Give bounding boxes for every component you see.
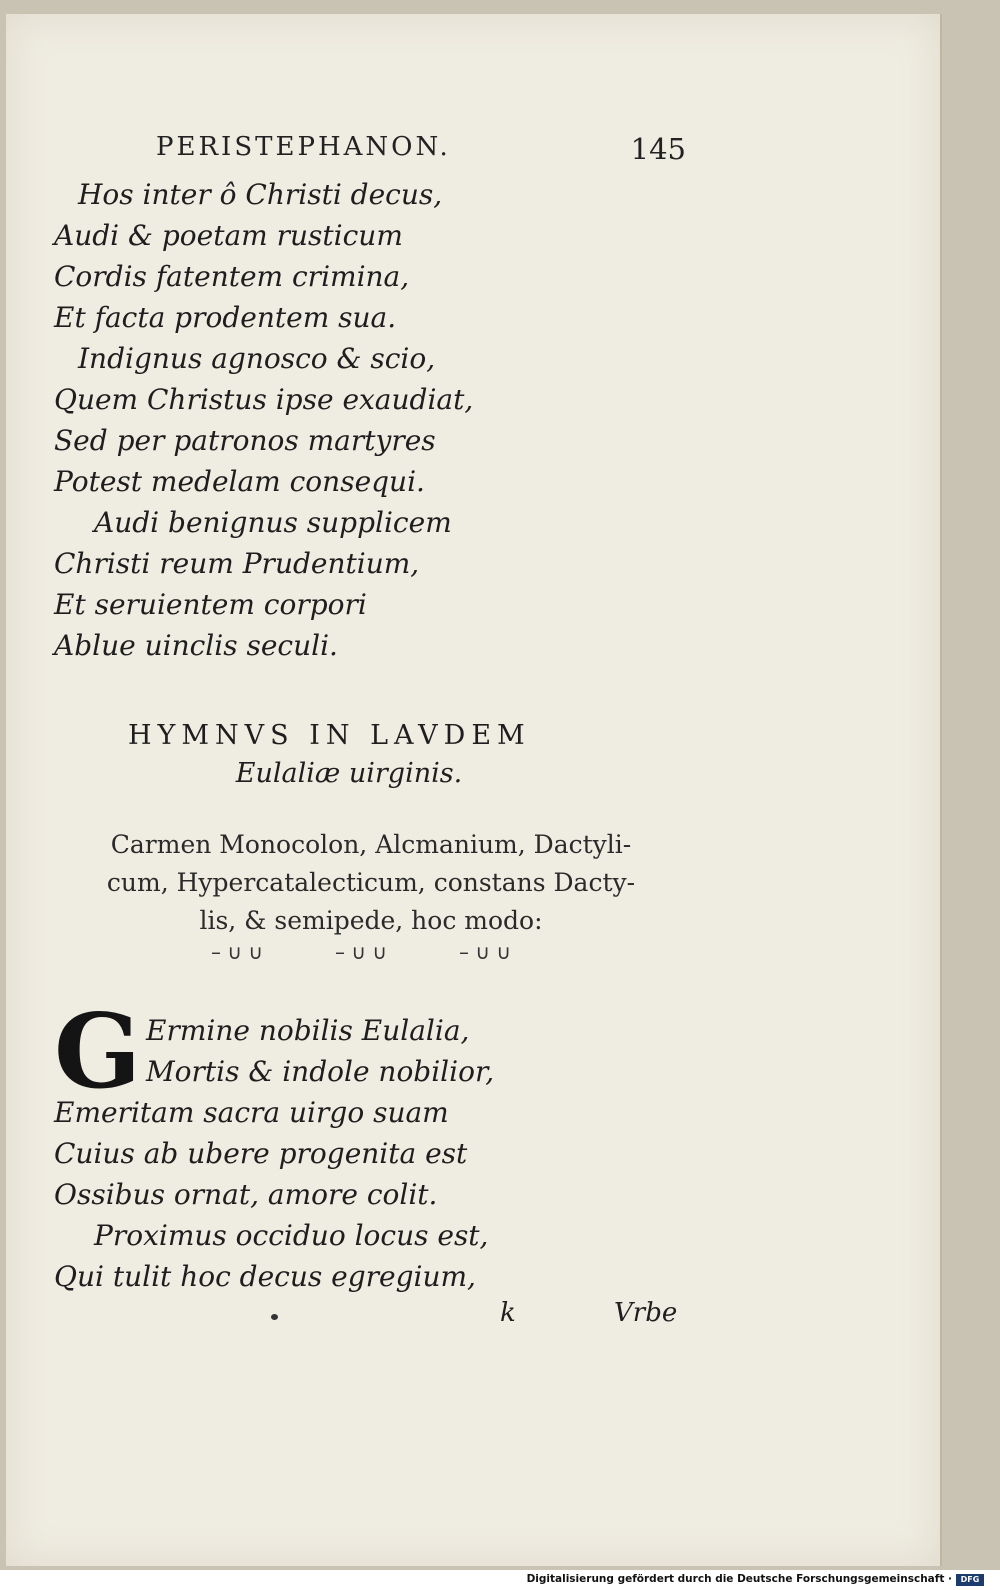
verse-line: Ossibus ornat, amore colit. (54, 1178, 438, 1211)
hymn-title: HYMNVS IN LAVDEM (128, 720, 531, 751)
verse-line: Proximus occiduo locus est, (94, 1219, 489, 1252)
meter-line: Carmen Monocolon, Alcmanium, Dactyli- (110, 830, 632, 859)
metrical-scheme (211, 940, 511, 964)
verse-line: Ablue uinclis seculi. (54, 629, 338, 662)
verse-line: Et facta prodentem sua. (54, 301, 397, 334)
book-page (6, 14, 942, 1566)
page-number: 145 (630, 132, 686, 166)
verse-line: Audi benignus supplicem (94, 506, 452, 539)
metrical-foot: – ∪ ∪ (459, 940, 511, 964)
verse-line: Ermine nobilis Eulalia, (146, 1014, 470, 1047)
meter-note (66, 826, 676, 940)
signature-mark: k (500, 1298, 516, 1328)
verse-line: Potest medelam consequi. (54, 465, 425, 498)
running-head-title: PERISTEPHANON. (156, 132, 451, 162)
verse-line: Audi & poetam rusticum (54, 219, 403, 252)
verse-line: Sed per patronos martyres (54, 424, 436, 457)
verse-line: Mortis & indole nobilior, (146, 1055, 495, 1088)
dfg-logo: DFG (956, 1574, 984, 1586)
digitization-footer (0, 1570, 1000, 1590)
drop-cap: G (54, 992, 142, 1112)
verse-line: Cuius ab ubere progenita est (54, 1137, 468, 1170)
ink-dot (271, 1314, 278, 1320)
hymn-subtitle: Eulaliæ uirginis. (235, 758, 463, 789)
running-head (156, 132, 686, 166)
verse-block-2 (54, 1010, 494, 1297)
verse-line: Emeritam sacra uirgo suam (54, 1096, 449, 1129)
meter-line: cum, Hypercatalecticum, constans Dacty- (106, 868, 636, 897)
verse-line: Christi reum Prudentium, (54, 547, 420, 580)
verse-block-1 (54, 174, 473, 666)
metrical-foot: – ∪ ∪ (335, 940, 387, 964)
meter-line: lis, & semipede, hoc modo: (199, 906, 543, 935)
verse-line: Quem Christus ipse exaudiat, (54, 383, 474, 416)
verse-line: Qui tulit hoc decus egregium, (54, 1260, 476, 1293)
verse-line: Hos inter ô Christi decus, (78, 178, 443, 211)
footer-credit: Digitalisierung gefördert durch die Deutsche Forschungsgemeinschaft · (526, 1573, 952, 1585)
verse-line: Cordis fatentem crimina, (54, 260, 410, 293)
metrical-foot: – ∪ ∪ (211, 940, 263, 964)
verse-line: Indignus agnosco & scio, (78, 342, 436, 375)
catchword: Vrbe (614, 1298, 678, 1328)
verse-line: Et seruientem corpori (54, 588, 367, 621)
